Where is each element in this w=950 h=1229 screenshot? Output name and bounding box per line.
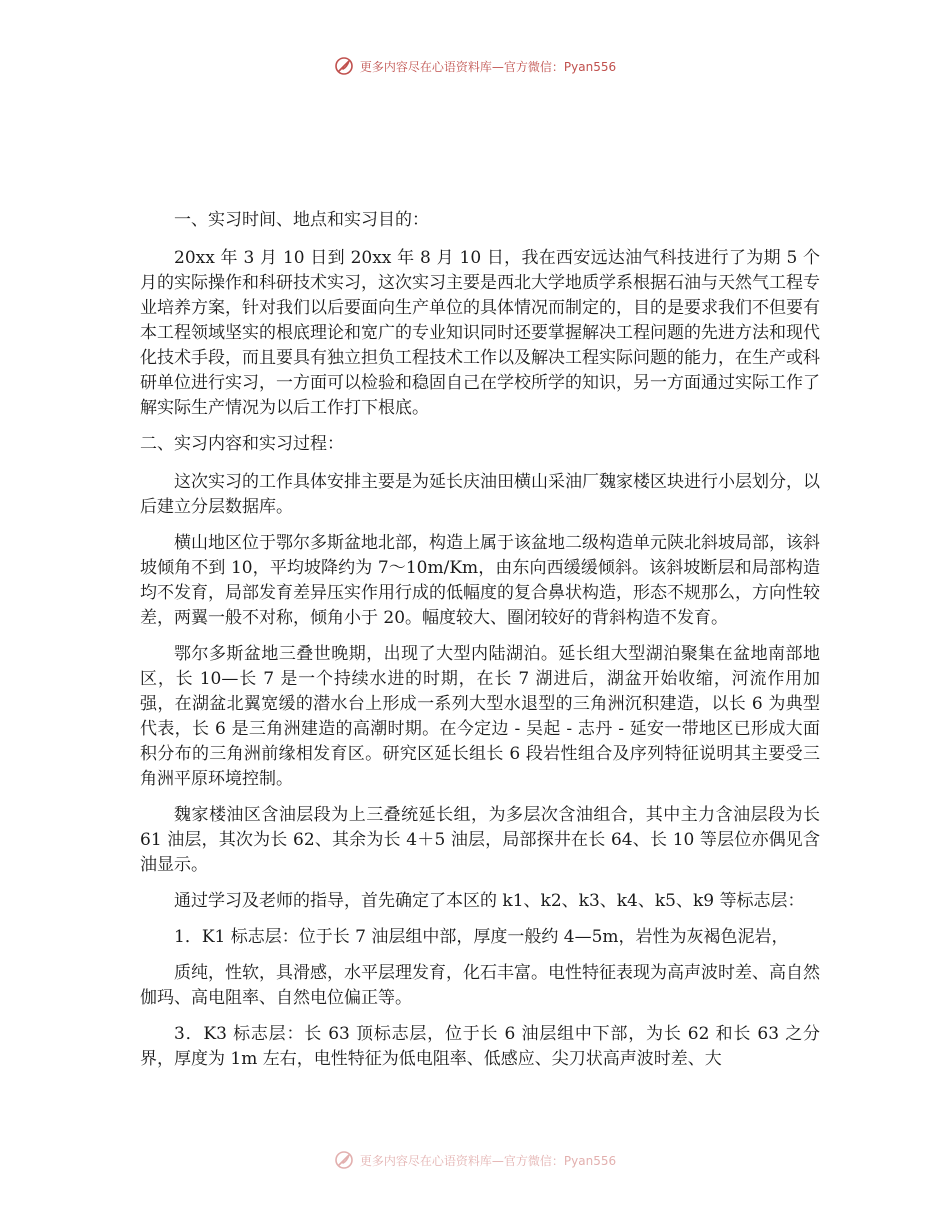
watermark-text: 更多内容尽在心语资料库—官方微信：Pyan556: [359, 59, 617, 74]
paragraph-marker-layers: 通过学习及老师的指导，首先确定了本区的 k1、k2、k3、k4、k5、k9 等标志层：: [174, 891, 805, 911]
quill-pen-icon: [334, 1150, 354, 1170]
watermark-footer: [0, 1150, 950, 1170]
paragraph-internship-purpose: 20xx 年 3 月 10 日到 20xx 年 8 月 10 日，我在西安远达油气科技进行了为期 5 个月的实际操作和科研技术实习，这次实习主要是西北大学地质学系根据石油与天然气工程专业培养方案，针对我们以后要面向生产单位的具体情况而制定的，目的是要求我们不但要有本工程领域坚实的根底理论和宽广的专业知识同时还要掌握解决工程问题的先进方法和现代化技术手段，而且要具有独立担负工程技术工作以及解决工程实际问题的能力，在生产或科研单位进行实习，一方面可以检验和稳固自己在学校所学的知识，另一方面通过实际工作了解实际生产情况为以后工作打下根底。: [140, 248, 820, 418]
paragraph-k1-properties: 质纯，性软，具滑感，水平层理发育，化石丰富。电性特征表现为高声波时差、高自然伽玛、高电阻率、自然电位偏正等。: [140, 963, 820, 1008]
watermark-header: [0, 56, 950, 76]
paragraph-ordos-basin: 鄂尔多斯盆地三叠世晚期，出现了大型内陆湖泊。延长组大型湖泊聚集在盆地南部地区，长 10—长 7 是一个持续水进的时期，在长 7 湖进后，湖盆开始收缩，河流作用加强，在湖盆北翼宽缓的潜水台上形成一系列大型水退型的三角洲沉积建造，以长 6 为典型代表，长 6 是三角洲建造的高潮时期。在今定边 - 吴起 - 志丹 - 延安一带地区已形成大面积分布的三角洲前缘相发育区。研究区延长组长 6 段岩性组合及序列特征说明其主要受三角洲平原环境控制。: [140, 644, 820, 789]
paragraph-k1-marker: 1．K1 标志层：位于长 7 油层组中部，厚度一般约 4—5m，岩性为灰褐色泥岩，: [174, 927, 789, 947]
paragraph-hengshan-structure: 横山地区位于鄂尔多斯盆地北部，构造上属于该盆地二级构造单元陕北斜坡局部，该斜坡倾角不到 10，平均坡降约为 7～10m/Km，由东向西缓缓倾斜。该斜坡断层和局部构造均不发育，局部发育差异压实作用行成的低幅度的复合鼻状构造，形态不规那么，方向性较差，两翼一般不对称，倾角小于 20。幅度较大、圈闭较好的背斜构造不发育。: [140, 533, 820, 628]
document-body: [140, 208, 820, 1083]
watermark-text: 更多内容尽在心语资料库—官方微信：Pyan556: [359, 1153, 617, 1168]
paragraph-work-arrangement: 这次实习的工作具体安排主要是为延长庆油田横山采油厂魏家楼区块进行小层划分，以后建立分层数据库。: [140, 472, 820, 517]
paragraph-oil-bearing-layers: 魏家楼油区含油层段为上三叠统延长组，为多层次含油组合，其中主力含油层段为长 61 油层，其次为长 62、其余为长 4＋5 油层，局部探井在长 64、长 10 等层位亦偶见含油显示。: [140, 805, 820, 875]
quill-pen-icon: [334, 56, 354, 76]
section-heading-1: 一、实习时间、地点和实习目的：: [174, 210, 429, 230]
paragraph-k3-marker: 3．K3 标志层：长 63 顶标志层，位于长 6 油层组中下部，为长 62 和长 63 之分界，厚度为 1m 左右，电性特征为低电阻率、低感应、尖刀状高声波时差、大: [140, 1024, 820, 1069]
section-heading-2: 二、实习内容和实习过程：: [140, 434, 344, 454]
